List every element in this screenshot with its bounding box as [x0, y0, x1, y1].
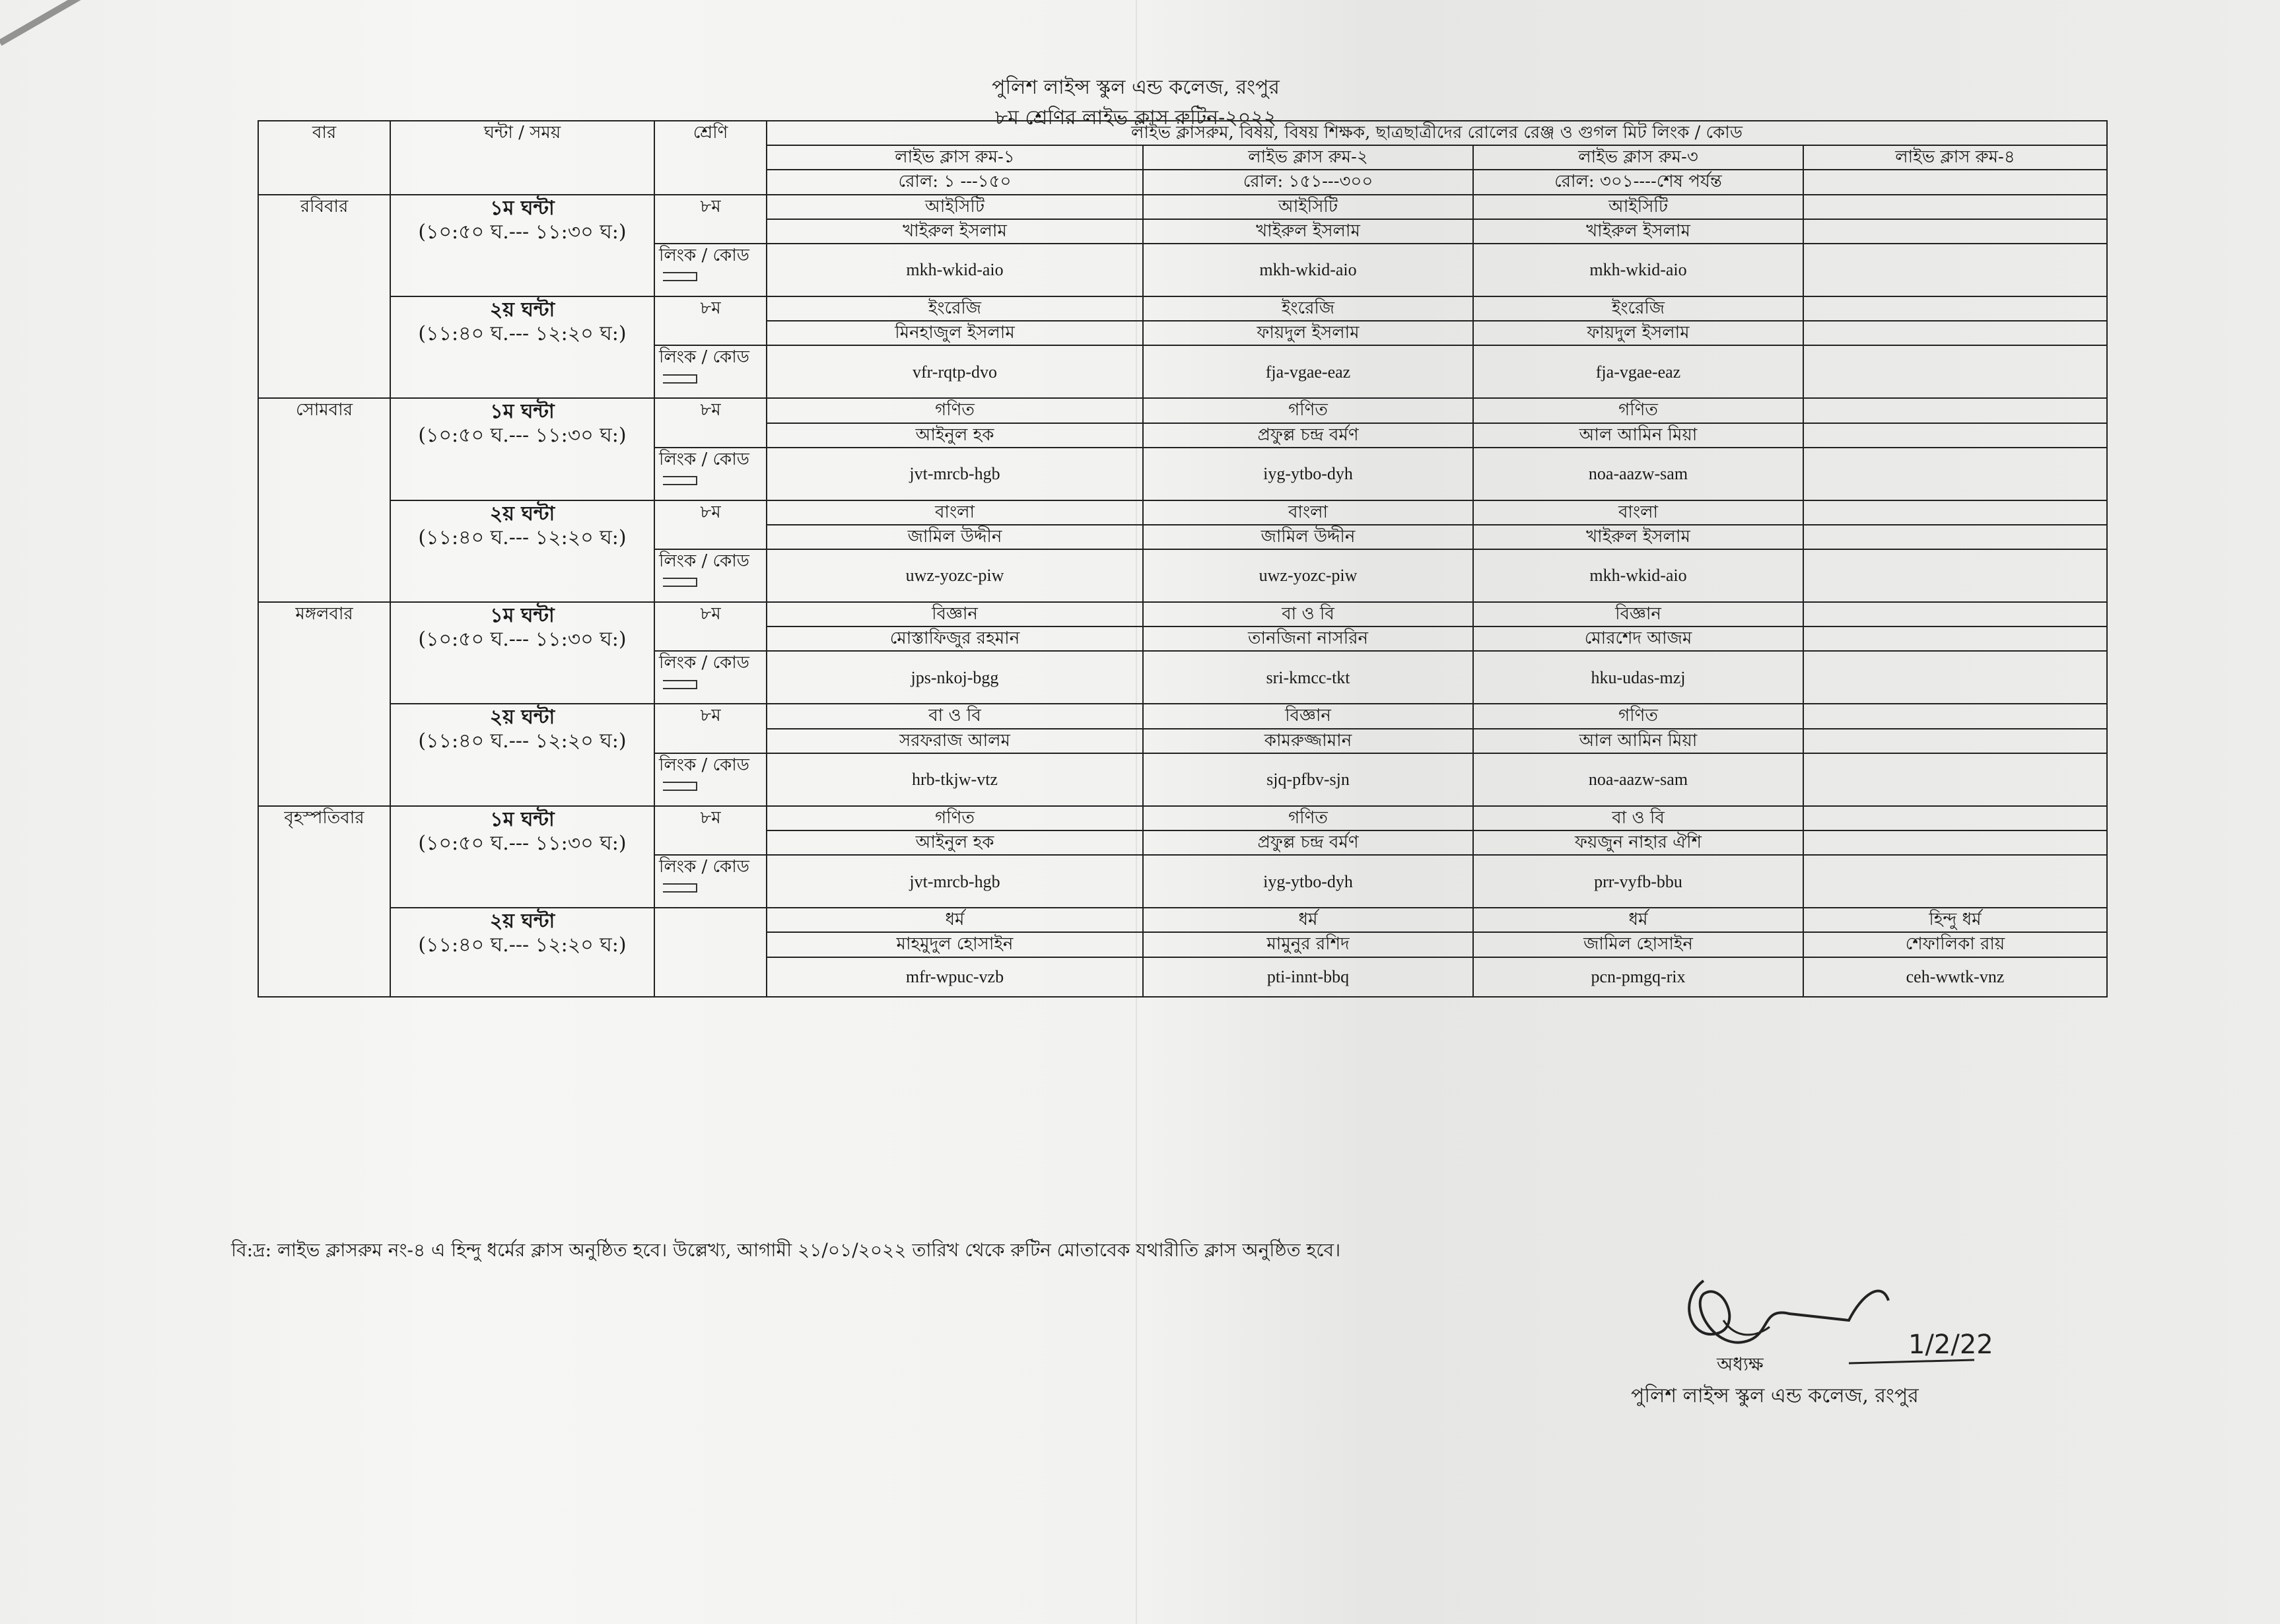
meet-code — [1803, 651, 2107, 704]
meet-code: pti-innt-bbq — [1143, 957, 1473, 997]
header-period-time: ঘন্টা / সময় — [390, 121, 654, 195]
subject-cell: বিজ্ঞান — [1473, 602, 1803, 626]
subject-cell — [1803, 398, 2107, 423]
table-row — [258, 195, 2107, 219]
subject-cell: ইংরেজি — [1473, 296, 1803, 321]
teacher-cell: মোরশেদ আজম — [1473, 626, 1803, 651]
period-time: (১১:৪০ ঘ.--- ১২:২০ ঘ:) — [418, 321, 627, 345]
link-label — [654, 448, 767, 500]
subject-cell: গণিত — [1473, 704, 1803, 728]
subject-cell — [1803, 500, 2107, 525]
meet-code — [1803, 244, 2107, 296]
table-row — [258, 296, 2107, 321]
period-cell — [390, 195, 654, 296]
teacher-cell: সরফরাজ আলম — [767, 729, 1143, 753]
teacher-cell: প্রফুল্ল চন্দ্র বর্মণ — [1143, 830, 1473, 855]
arrow-right-icon — [663, 680, 697, 689]
meet-code: jvt-mrcb-hgb — [767, 855, 1143, 908]
meet-code: noa-aazw-sam — [1473, 753, 1803, 806]
class-cell — [654, 908, 767, 996]
period-cell — [390, 806, 654, 908]
teacher-cell — [1803, 626, 2107, 651]
teacher-cell: আইনুল হক — [767, 423, 1143, 448]
period-label: ১ম ঘন্টা — [490, 807, 555, 831]
period-cell — [390, 296, 654, 398]
teacher-cell — [1803, 729, 2107, 753]
meet-code: fja-vgae-eaz — [1473, 345, 1803, 398]
meet-code: fja-vgae-eaz — [1143, 345, 1473, 398]
meet-code: sri-kmcc-tkt — [1143, 651, 1473, 704]
room-2-header: লাইভ ক্লাস রুম-২ — [1143, 145, 1473, 170]
link-label-text: লিংক / কোড — [659, 857, 749, 877]
link-label-text: লিংক / কোড — [659, 653, 749, 673]
class-cell: ৮ম — [654, 602, 767, 651]
period-time: (১১:৪০ ঘ.--- ১২:২০ ঘ:) — [418, 729, 627, 753]
subject-cell: বা ও বি — [1143, 602, 1473, 626]
table-row — [258, 908, 2107, 932]
meet-code: sjq-pfbv-sjn — [1143, 753, 1473, 806]
day-monday: সোমবার — [258, 398, 390, 602]
teacher-cell: খাইরুল ইসলাম — [767, 219, 1143, 244]
teacher-cell: জামিল উদ্দীন — [1143, 525, 1473, 549]
table-row — [258, 602, 2107, 626]
arrow-right-icon — [663, 374, 697, 384]
subject-cell: বাংলা — [1143, 500, 1473, 525]
teacher-cell: তানজিনা নাসরিন — [1143, 626, 1473, 651]
arrow-right-icon — [663, 883, 697, 893]
link-label — [654, 345, 767, 398]
subject-cell: ইংরেজি — [767, 296, 1143, 321]
subject-cell: গণিত — [767, 398, 1143, 423]
subject-cell: আইসিটি — [1473, 195, 1803, 219]
meet-code: prr-vyfb-bbu — [1473, 855, 1803, 908]
day-sunday: রবিবার — [258, 195, 390, 399]
meet-code: vfr-rqtp-dvo — [767, 345, 1143, 398]
subject-cell: বাংলা — [767, 500, 1143, 525]
routine-table — [258, 120, 2108, 998]
room-1-header: লাইভ ক্লাস রুম-১ — [767, 145, 1143, 170]
teacher-cell: ফায়দুল ইসলাম — [1143, 321, 1473, 345]
meet-code: mkh-wkid-aio — [767, 244, 1143, 296]
period-cell — [390, 908, 654, 996]
principal-title: অধ্যক্ষ — [1717, 1353, 1764, 1375]
meet-code: hrb-tkjw-vtz — [767, 753, 1143, 806]
meet-code: iyg-ytbo-dyh — [1143, 855, 1473, 908]
meet-code: noa-aazw-sam — [1473, 448, 1803, 500]
subject-cell: গণিত — [1473, 398, 1803, 423]
roll-range-2: রোল: ১৫১---৩০০ — [1143, 170, 1473, 194]
teacher-cell — [1803, 525, 2107, 549]
table-row — [258, 806, 2107, 830]
period-cell — [390, 398, 654, 500]
teacher-cell: জামিল হোসাইন — [1473, 932, 1803, 957]
subject-cell: বিজ্ঞান — [767, 602, 1143, 626]
period-label: ১ম ঘন্টা — [490, 604, 555, 628]
subject-cell: ধর্ম — [1473, 908, 1803, 932]
principal-signature — [1664, 1254, 1993, 1386]
period-label: ২য় ঘন্টা — [489, 706, 555, 729]
link-label-text: লিংক / কোড — [659, 347, 749, 368]
class-cell: ৮ম — [654, 398, 767, 447]
subject-cell: গণিত — [1143, 806, 1473, 830]
link-label-text: লিংক / কোড — [659, 551, 749, 572]
period-time: (১০:৫০ ঘ.--- ১১:৩০ ঘ:) — [418, 220, 627, 244]
teacher-cell: প্রফুল্ল চন্দ্র বর্মণ — [1143, 423, 1473, 448]
teacher-cell: কামরুজ্জামান — [1143, 729, 1473, 753]
subject-cell: গণিত — [767, 806, 1143, 830]
subject-cell: ধর্ম — [767, 908, 1143, 932]
period-label: ২য় ঘন্টা — [489, 502, 555, 525]
period-cell — [390, 704, 654, 805]
period-label: ১ম ঘন্টা — [490, 196, 555, 220]
teacher-cell: আল আমিন মিয়া — [1473, 729, 1803, 753]
teacher-cell: খাইরুল ইসলাম — [1473, 525, 1803, 549]
day-thursday: বৃহস্পতিবার — [258, 806, 390, 997]
teacher-cell — [1803, 423, 2107, 448]
class-cell: ৮ম — [654, 296, 767, 345]
meet-code: uwz-yozc-piw — [767, 549, 1143, 602]
teacher-cell: জামিল উদ্দীন — [767, 525, 1143, 549]
meet-code — [1803, 448, 2107, 500]
teacher-cell: মাহমুদুল হোসাইন — [767, 932, 1143, 957]
day-tuesday: মঙ্গলবার — [258, 602, 390, 806]
class-cell: ৮ম — [654, 806, 767, 855]
period-time: (১১:৪০ ঘ.--- ১২:২০ ঘ:) — [418, 933, 627, 957]
class-cell: ৮ম — [654, 500, 767, 549]
arrow-right-icon — [663, 476, 697, 485]
period-label: ২য় ঘন্টা — [489, 298, 555, 321]
period-time: (১০:৫০ ঘ.--- ১১:৩০ ঘ:) — [418, 831, 627, 855]
period-cell — [390, 602, 654, 704]
room-4-header: লাইভ ক্লাস রুম-৪ — [1803, 145, 2107, 170]
roll-range-3: রোল: ৩০১----শেষ পর্যন্ত — [1473, 170, 1803, 194]
link-label — [654, 855, 767, 908]
table-row — [258, 398, 2107, 423]
subject-cell: গণিত — [1143, 398, 1473, 423]
class-cell: ৮ম — [654, 195, 767, 244]
subject-cell — [1803, 296, 2107, 321]
school-title: পুলিশ লাইন্স স্কুল এন্ড কলেজ, রংপুর — [992, 76, 1280, 99]
meet-code: jps-nkoj-bgg — [767, 651, 1143, 704]
footnote: বি:দ্র: লাইভ ক্লাসরুম নং-৪ এ হিন্দু ধর্মের ক্লাস অনুষ্ঠিত হবে। উল্লেখ্য, আগামী ২১/০১/২০২২ তারিখ থেকে রুটিন মোতাবেক যথারীতি ক্লাস অনুষ্ঠিত হবে। — [231, 1239, 1341, 1261]
link-label — [654, 244, 767, 296]
meet-code: jvt-mrcb-hgb — [767, 448, 1143, 500]
teacher-cell: মোস্তাফিজুর রহমান — [767, 626, 1143, 651]
roll-range-1: রোল: ১ ---১৫০ — [767, 170, 1143, 194]
period-cell — [390, 500, 654, 602]
class-cell: ৮ম — [654, 704, 767, 753]
subject-cell: বা ও বি — [767, 704, 1143, 728]
teacher-cell: ফয়জুন নাহার ঐশি — [1473, 830, 1803, 855]
subject-cell: হিন্দু ধর্ম — [1803, 908, 2107, 932]
period-time: (১০:৫০ ঘ.--- ১১:৩০ ঘ:) — [418, 628, 627, 652]
room-3-header: লাইভ ক্লাস রুম-৩ — [1473, 145, 1803, 170]
period-time: (১১:৪০ ঘ.--- ১২:২০ ঘ:) — [418, 525, 627, 549]
link-label-text: লিংক / কোড — [659, 755, 749, 775]
teacher-cell: আল আমিন মিয়া — [1473, 423, 1803, 448]
meet-code: mkh-wkid-aio — [1143, 244, 1473, 296]
subject-cell: বা ও বি — [1473, 806, 1803, 830]
subject-cell: বিজ্ঞান — [1143, 704, 1473, 728]
signature-date: 1/2/22 — [1908, 1330, 1993, 1360]
subject-cell: ইংরেজি — [1143, 296, 1473, 321]
header-day: বার — [258, 121, 390, 195]
subject-cell — [1803, 195, 2107, 219]
teacher-cell: শেফালিকা রায় — [1803, 932, 2107, 957]
teacher-cell — [1803, 830, 2107, 855]
link-label — [654, 651, 767, 704]
principal-school: পুলিশ লাইন্স স্কুল এন্ড কলেজ, রংপুর — [1631, 1384, 1919, 1407]
header-row — [258, 121, 2107, 145]
roll-range-4 — [1803, 170, 2107, 194]
subject-cell — [1803, 602, 2107, 626]
teacher-cell: মামুনুর রশিদ — [1143, 932, 1473, 957]
link-label-text: লিংক / কোড — [659, 245, 749, 265]
meet-code — [1803, 549, 2107, 602]
teacher-cell — [1803, 321, 2107, 345]
subject-cell: আইসিটি — [1143, 195, 1473, 219]
meet-code: uwz-yozc-piw — [1143, 549, 1473, 602]
teacher-cell: ফায়দুল ইসলাম — [1473, 321, 1803, 345]
meet-code: hku-udas-mzj — [1473, 651, 1803, 704]
header-class: শ্রেণি — [654, 121, 767, 195]
meet-code: ceh-wwtk-vnz — [1803, 957, 2107, 997]
arrow-right-icon — [663, 578, 697, 587]
meet-code — [1803, 345, 2107, 398]
arrow-right-icon — [663, 272, 697, 281]
period-label: ২য় ঘন্টা — [489, 910, 555, 933]
subject-cell: আইসিটি — [767, 195, 1143, 219]
link-label-text: লিংক / কোড — [659, 449, 749, 469]
link-label — [654, 549, 767, 602]
meet-code: iyg-ytbo-dyh — [1143, 448, 1473, 500]
meet-code — [1803, 855, 2107, 908]
meet-code: mkh-wkid-aio — [1473, 244, 1803, 296]
period-time: (১০:৫০ ঘ.--- ১১:৩০ ঘ:) — [418, 424, 627, 448]
teacher-cell — [1803, 219, 2107, 244]
teacher-cell: খাইরুল ইসলাম — [1143, 219, 1473, 244]
teacher-cell: আইনুল হক — [767, 830, 1143, 855]
routine-title: ৮ম শ্রেণির লাইভ ক্লাস রুটিন-২০২২ — [994, 106, 1277, 129]
table-row — [258, 704, 2107, 728]
subject-cell: বাংলা — [1473, 500, 1803, 525]
subject-cell — [1803, 704, 2107, 728]
header-info: লাইভ ক্লাসরুম, বিষয়, বিষয় শিক্ষক, ছাত্রছাত্রীদের রোলের রেঞ্জ ও গুগল মিট লিংক / কোড — [767, 121, 2107, 145]
link-label — [654, 753, 767, 806]
teacher-cell: খাইরুল ইসলাম — [1473, 219, 1803, 244]
period-label: ১ম ঘন্টা — [490, 400, 555, 424]
meet-code: pcn-pmgq-rix — [1473, 957, 1803, 997]
meet-code: mkh-wkid-aio — [1473, 549, 1803, 602]
meet-code: mfr-wpuc-vzb — [767, 957, 1143, 997]
arrow-right-icon — [663, 782, 697, 791]
subject-cell — [1803, 806, 2107, 830]
teacher-cell: মিনহাজুল ইসলাম — [767, 321, 1143, 345]
subject-cell: ধর্ম — [1143, 908, 1473, 932]
meet-code — [1803, 753, 2107, 806]
table-row — [258, 500, 2107, 525]
